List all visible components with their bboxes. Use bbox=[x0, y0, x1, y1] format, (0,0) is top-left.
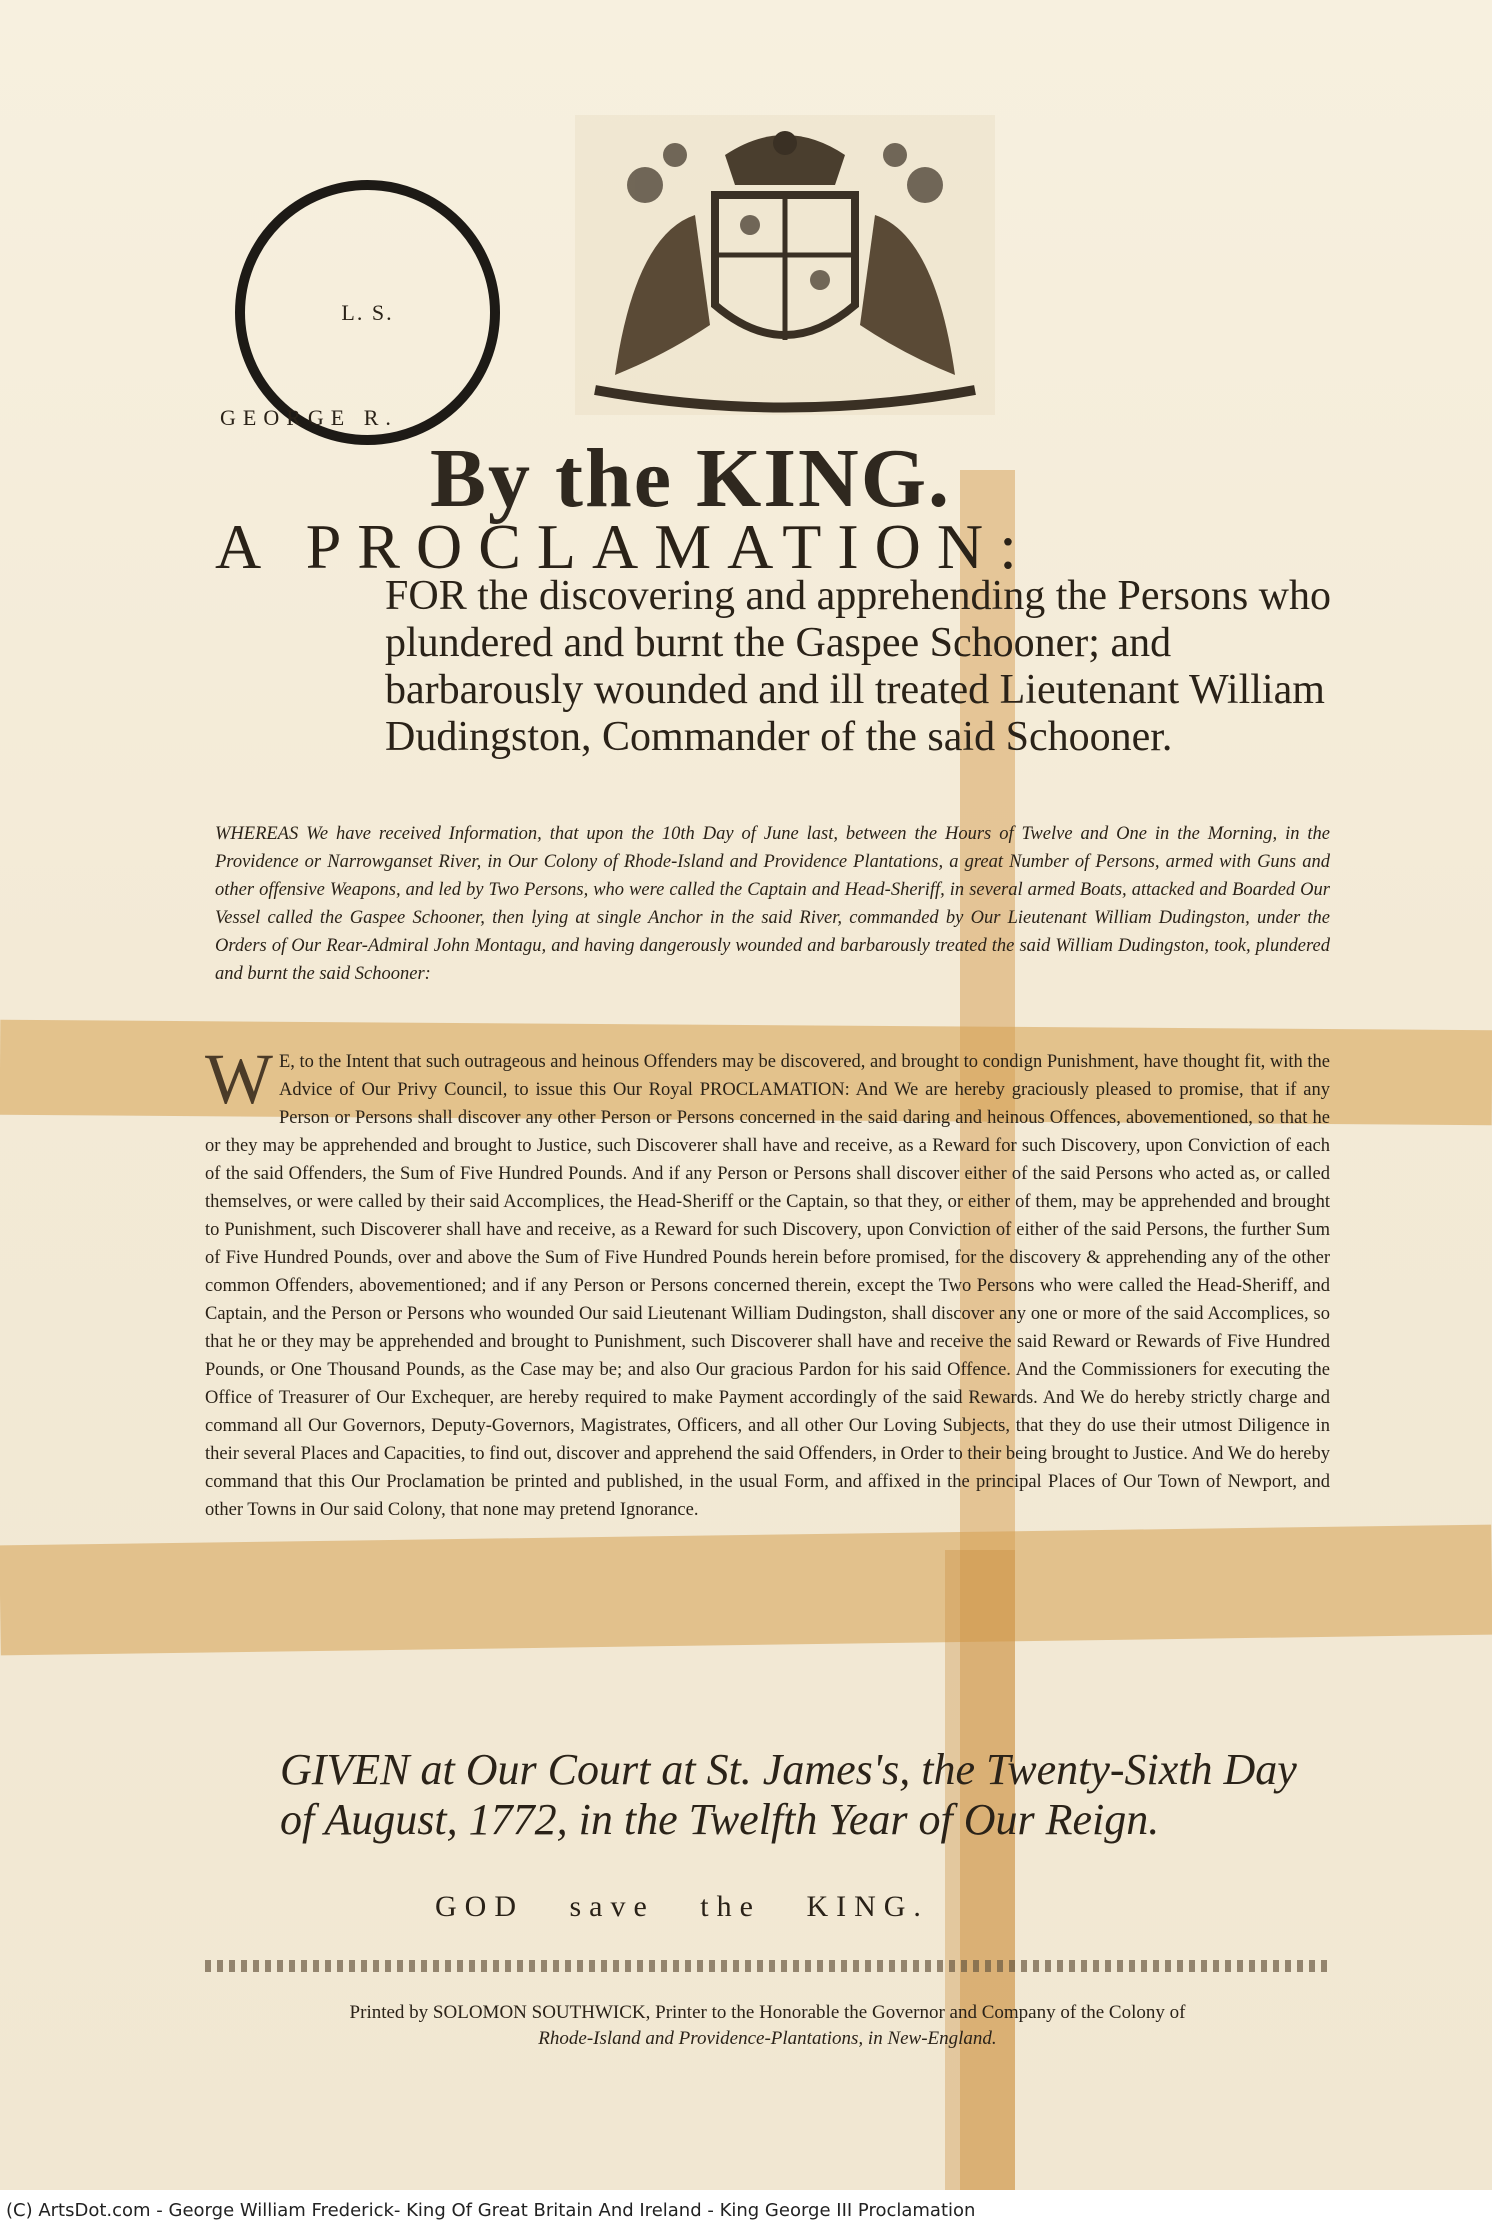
copyright-caption: (C) ArtsDot.com - George William Frederick- King Of Great Britain And Ireland - King George III Proclamation bbox=[0, 2190, 1492, 2231]
tape-strip-vertical-lower bbox=[945, 1550, 1015, 2190]
body-paragraph-whereas: WHEREAS We have received Information, that upon the 10th Day of June last, between the Hours of Twelve and One in the Morning, in the Providence or Narrowganset River, in Our Colony of Rhode-Island and Providence Plantations, a great Number of Persons, armed with Guns and other offensive Weapons, and led by Two Persons, who were called the Captain and Head-Sheriff, in several armed Boats, attacked and Boarded Our Vessel called the Gaspee Schooner, then lying at single Anchor in the said River, commanded by Our Lieutenant William Dudingston, under the Orders of Our Rear-Admiral John Montagu, and having dangerously wounded and barbarously treated the said William Dudingston, took, plundered and burnt the said Schooner: bbox=[215, 824, 1330, 984]
page-title: By the KING. bbox=[430, 432, 952, 525]
proclamation-subhead: FOR the discovering and apprehending the Persons who plundered and burnt the Gaspee Schooner; and barbarously wounded and ill treated Lieutenant William Dudingston, Commander of the said Schooner. bbox=[385, 573, 1332, 760]
royal-coat-of-arms-icon bbox=[575, 115, 995, 415]
ornamental-divider bbox=[205, 1960, 1330, 1972]
drop-cap-letter: W bbox=[205, 1039, 273, 1119]
royal-signature: GEORGE R. bbox=[220, 405, 398, 430]
tape-strip-horizontal-lower bbox=[0, 1525, 1492, 1656]
given-at-court-line: GIVEN at Our Court at St. James's, the Twenty-Sixth Day of August, 1772, in the Twelfth Year of Our Reign. bbox=[280, 1745, 1297, 1844]
god-save-the-king-line: GOD save the KING. bbox=[435, 1890, 929, 1923]
printer-imprint-line-2: Rhode-Island and Providence-Plantations, in New-England. bbox=[538, 2028, 997, 2049]
body-paragraph-main-text: E, to the Intent that such outrageous and heinous Offenders may be discovered, and brought to condign Punishment, have thought fit, with the Advice of Our Privy Council, to issue this Our Royal PROCLAMATION: And We are hereby graciously pleased to promise, that if any Person or Persons shall discover any other Person or Persons concerned in the said daring and heinous Offences, abovementioned, so that he or they may be apprehended and brought to Justice, such Discoverer shall have and receive, as a Reward for such Discovery, upon Conviction of each of the said Offenders, the Sum of Five Hundred Pounds. And if any Person or Persons shall discover either of the said Persons who acted as, or called themselves, or were called by their said Accomplices, the Head-Sheriff or the Captain, so that they, or either of them, may be apprehended and brought to Punishment, such Discoverer shall have and receive, as a Reward for such Discovery, upon Conviction of either of the said Persons, the further Sum of Five Hundred Pounds, over and above the Sum of Five Hundred Pounds herein before promised, for the discovery & apprehending any of the other common Offenders, abovementioned; and if any Person or Persons concerned therein, except the Two Persons who were called the Head-Sheriff, and Captain, and the Person or Persons who wounded Our said Lieutenant William Dudingston, shall discover any one or more of the said Accomplices, so that he or they may be apprehended and brought to Punishment, such Discoverer shall have and receive the said Reward or Rewards of Five Hundred Pounds, or One Thousand Pounds, as the Case may be; and also Our gracious Pardon for his said Offence. And the Commissioners for executing the Office of Treasurer of Our Exchequer, are hereby required to make Payment accordingly of the said Rewards. And We do hereby strictly charge and command all Our Governors, Deputy-Governors, Magistrates, Officers, and all other Our Loving Subjects, that they do use their utmost Diligence in their several Places and Capacities, to find out, discover and apprehend the said Offenders, in Order to their being brought to Justice. And We do hereby command that this Our Proclamation be printed and published, in the usual Form, and affixed in the principal Places of Our Town of Newport, and other Towns in Our said Colony, that none may pretend Ignorance. bbox=[205, 1052, 1330, 1520]
seal-text: L. S. bbox=[341, 299, 394, 325]
printer-imprint-line-1: Printed by SOLOMON SOUTHWICK, Printer to the Honorable the Governor and Company of the Colony of bbox=[349, 2002, 1186, 2023]
proclamation-heading: A PROCLAMATION: bbox=[215, 511, 1033, 582]
printer-imprint bbox=[205, 2000, 1330, 2052]
body-paragraph-main bbox=[205, 1039, 1330, 1524]
